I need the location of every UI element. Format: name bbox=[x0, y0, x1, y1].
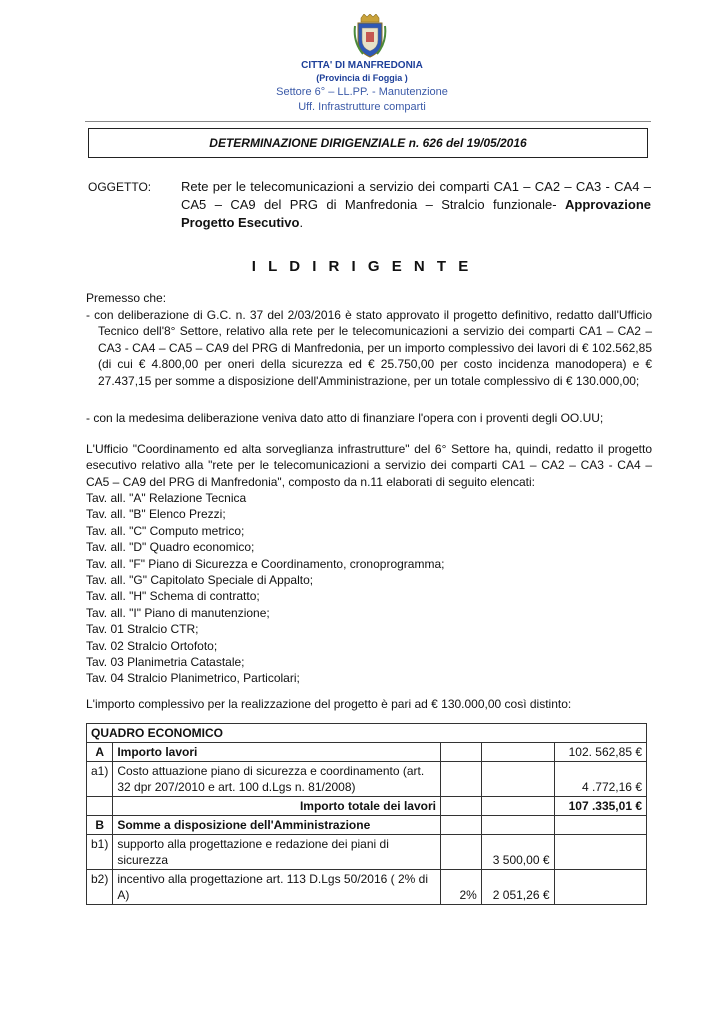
row-label: Importo lavori bbox=[113, 743, 441, 762]
list-item: Tav. 04 Stralcio Planimetrico, Particolari; bbox=[86, 671, 300, 686]
row-total: 4 .772,16 € bbox=[554, 762, 647, 797]
list-item: Tav. all. "F" Piano di Sicurezza e Coordinamento, cronoprogramma; bbox=[86, 556, 445, 571]
importo-text: L'importo complessivo per la realizzazione del progetto è pari ad € 130.000,00 così distinto: bbox=[86, 697, 572, 711]
row-label: Costo attuazione piano di sicurezza e coordinamento (art. 32 dpr 207/2010 e art. 100 d.Lgs n. 81/2008) bbox=[113, 762, 441, 797]
table-row bbox=[87, 870, 647, 905]
oggetto-label: OGGETTO: bbox=[88, 180, 152, 194]
office: Uff. Infrastrutture comparti bbox=[298, 101, 426, 113]
table-row bbox=[87, 762, 647, 797]
row-label: Somme a disposizione dell'Amministrazione bbox=[113, 816, 441, 835]
list-item: Tav. all. "A" Relazione Tecnica bbox=[86, 491, 247, 505]
paragraph-2: - con la medesima deliberazione veniva dato atto di finanziare l'opera con i proventi degli OO.UU; bbox=[86, 411, 604, 425]
list-item: Tav. 02 Stralcio Ortofoto; bbox=[86, 638, 218, 653]
table-title: QUADRO ECONOMICO bbox=[87, 724, 647, 743]
list-item: Tav. all. "H" Schema di contratto; bbox=[86, 589, 260, 604]
paragraph-3: L'Ufficio "Coordinamento ed alta sorveglianza infrastrutture" del 6° Settore ha, quindi, redatto il progetto esecutivo relativo alla "rete per le telecomunicazioni a servizio dei comparti CA1 – CA2 – CA3 - CA4 – CA5 – CA9 del PRG di Manfredonia", composto da n.11 elaborati di seguito elencati: bbox=[86, 442, 652, 489]
oggetto-text: Rete per le telecomunicazioni a servizio dei comparti CA1 – CA2 – CA3 - CA4 – CA5 – CA9 del PRG di Manfredonia – Stralcio funzionale- Approvazione Progetto Esecutivo. bbox=[181, 179, 651, 230]
table-row bbox=[87, 816, 647, 835]
quadro-economico-table bbox=[86, 723, 647, 905]
table-row bbox=[87, 797, 647, 816]
list-item: Tav. all. "I" Piano di manutenzione; bbox=[86, 605, 270, 620]
row-amount: 2 051,26 € bbox=[481, 870, 554, 905]
row-code: b1) bbox=[87, 835, 113, 870]
list-item: Tav. all. "C" Computo metrico; bbox=[86, 523, 245, 538]
row-label: supporto alla progettazione e redazione dei piani di sicurezza bbox=[113, 835, 441, 870]
row-label: Importo totale dei lavori bbox=[113, 797, 441, 816]
section-title: I L D I R I G E N T E bbox=[251, 258, 473, 275]
row-total: 102. 562,85 € bbox=[554, 743, 647, 762]
list-item: Tav. 03 Planimetria Catastale; bbox=[86, 655, 245, 670]
table-row bbox=[87, 835, 647, 870]
attachment-list bbox=[86, 490, 444, 687]
determination-title: DETERMINAZIONE DIRIGENZIALE n. 626 del 19/05/2016 bbox=[209, 136, 527, 150]
row-label: incentivo alla progettazione art. 113 D.Lgs 50/2016 ( 2% di A) bbox=[113, 870, 441, 905]
row-code: A bbox=[87, 743, 113, 762]
list-item: Tav. 01 Stralcio CTR; bbox=[86, 622, 199, 637]
premesso: Premesso che: bbox=[86, 291, 167, 305]
divider bbox=[85, 121, 651, 122]
oggetto-bold: Approvazione Progetto Esecutivo bbox=[181, 197, 651, 230]
row-percent: 2% bbox=[441, 870, 482, 905]
sector: Settore 6° – LL.PP. - Manutenzione bbox=[276, 86, 448, 98]
row-amount: 3 500,00 € bbox=[481, 835, 554, 870]
row-code: a1) bbox=[87, 762, 113, 797]
list-item: Tav. all. "D" Quadro economico; bbox=[86, 540, 255, 555]
city-name: CITTA' DI MANFREDONIA bbox=[301, 60, 423, 71]
table-row bbox=[87, 724, 647, 743]
paragraph-1: - con deliberazione di G.C. n. 37 del 2/03/2016 è stato approvato il progetto definitivo, redatto dall'Ufficio Tecnico dell'8° Settore, relativo alla rete per le telecomunicazioni a servizio dei comparti CA1 – CA2 – CA3 - CA4 – CA5 – CA9 del PRG di Manfredonia, per un importo complessivo dei lavori di € 102.562,85 (di cui € 4.800,00 per oneri della sicurezza ed € 25.750,00 per costo incidenza manodopera) e € 27.437,15 per somme a disposizione dell'Amministrazione, per un totale complessivo di € 130.000,00; bbox=[86, 308, 652, 388]
row-code: b2) bbox=[87, 870, 113, 905]
province: (Provincia di Foggia ) bbox=[316, 73, 408, 83]
coat-of-arms-icon bbox=[353, 14, 387, 58]
table-row bbox=[87, 743, 647, 762]
list-item: Tav. all. "G" Capitolato Speciale di Appalto; bbox=[86, 573, 314, 588]
row-total: 107 .335,01 € bbox=[554, 797, 647, 816]
row-code: B bbox=[87, 816, 113, 835]
list-item: Tav. all. "B" Elenco Prezzi; bbox=[86, 507, 226, 522]
